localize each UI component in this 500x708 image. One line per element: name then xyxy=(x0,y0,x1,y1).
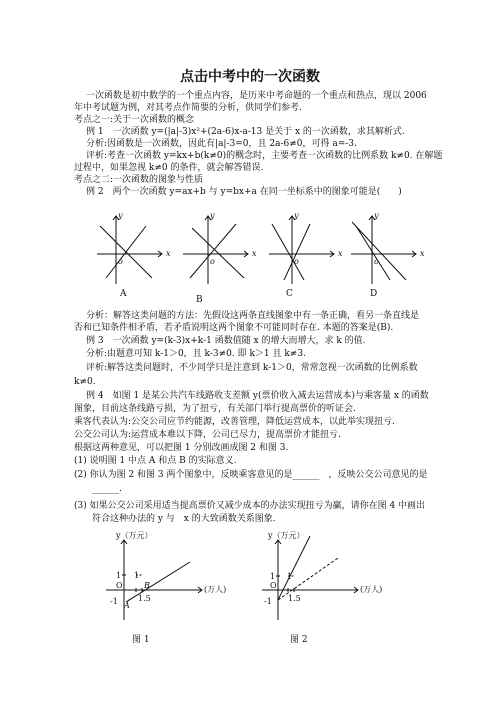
tick-one-x: 1 xyxy=(287,572,293,581)
y-axis-label: y（万元） xyxy=(116,531,153,540)
point-a-label: A xyxy=(124,601,130,610)
text-line: 评析:考查一次函数 y=kx+b(k≠0)的概念时，主要考查一次函数的比例系数 k≠0. 在解题 xyxy=(86,151,443,161)
text-line: 符合这种办法的 y 与 x 的大致函数关系图象. xyxy=(92,514,276,524)
point-b-label: B xyxy=(144,581,150,590)
example-2: 例 2 两个一次函数 y=ax+b 与 y=bx+a 在同一坐标系中的图象可能是( ) xyxy=(86,187,402,197)
graph-option-d xyxy=(346,212,426,287)
x-axis-label: (万人) xyxy=(204,585,227,594)
text-line: 评析:解答这类问题时，不少同学只是注意到 k-1＞0，常常忽视一次函数的比例系数 xyxy=(86,363,418,373)
x-axis-label: x xyxy=(420,249,425,258)
text-line: 分析:由题意可知 k-1＞0，且 k-3≠0. 即 k＞1 且 k≠3. xyxy=(86,349,306,359)
origin-label: o xyxy=(294,257,299,266)
option-label-a: A xyxy=(120,289,127,299)
figure-2 xyxy=(258,528,388,628)
text-line: 年中考试题为例，对其考点作简要的分析，供同学们参考. xyxy=(74,103,302,113)
text-line: 分析：解答这类问题的方法：先假设这两条直线图象中有一条正确，看另一条直线是 xyxy=(86,311,420,321)
text-line: 否和已知条件相矛盾，若矛盾说明这两个图象不可能同时存在. 本题的答案是(B). xyxy=(74,323,394,333)
tick-one-y: 1 xyxy=(116,571,122,580)
section-heading: 考点之一:关于一次函数的概念 xyxy=(74,115,195,125)
y-axis-label: y xyxy=(374,211,379,220)
example-4: 例 4 如图 1 是某公共汽车线路收支差额 y(票价收入减去运营成本)与乘客量 x 的函数 xyxy=(86,391,429,401)
option-label-c: C xyxy=(286,289,293,299)
figure-2-caption: 图 2 xyxy=(290,635,308,645)
graph-option-b xyxy=(178,212,258,287)
tick-neg-one: -1 xyxy=(110,597,118,606)
text-line: 乘客代表认为:公交公司应节约能源，改善管理，降低运营成本，以此举实现扭亏. xyxy=(74,417,395,427)
y-axis-label: y（万元） xyxy=(268,531,305,540)
figure-1-caption: 图 1 xyxy=(132,635,150,645)
origin-label: o xyxy=(118,257,123,266)
tick-1-5: 1.5 xyxy=(138,594,151,603)
origin-label: O xyxy=(270,581,277,590)
y-axis-label: y xyxy=(118,211,123,220)
x-axis-label: x xyxy=(338,249,343,258)
text-line: 过程中，如果忽视 k≠0 的条件，就会解答错误. xyxy=(74,163,264,173)
example-1: 例 1 一次函数 y=(|a|-3)x²+(2a-6)x-a-13 是关于 x 的一次函数，求其解析式. xyxy=(86,127,405,137)
origin-label: O xyxy=(116,581,123,590)
graph-option-c xyxy=(264,212,344,287)
example-3: 例 3 一次函数 y=(k-3)x+k-1 函数值随 x 的增大而增大，求 k 的值. xyxy=(86,336,366,346)
tick-one-x: 1 xyxy=(134,571,140,580)
text-line: k≠0. xyxy=(74,377,96,387)
origin-label: o xyxy=(210,257,215,266)
text-line: 根据这两种意见，可以把图 1 分别改画成图 2 和图 3. xyxy=(74,443,289,453)
option-label-b: B xyxy=(196,295,203,305)
question-1: (1) 说明图 1 中点 A 和点 B 的实际意义. xyxy=(74,456,237,466)
question-3: (3) 如果公交公司采用适当提高票价又减少成本的办法实现扭亏为赢，请你在图 4 中画出 xyxy=(74,501,426,511)
question-2: (2) 你认为图 2 和图 3 两个图象中，反映乘客意见的是______ ，反映公交公司意见的是 xyxy=(74,470,428,480)
text-line: 图象，目前这条线路亏损，为了扭亏，有关部门举行提高票价的听证会. xyxy=(74,404,356,414)
tick-neg-one: -1 xyxy=(264,597,272,606)
x-axis-label: x xyxy=(166,249,171,258)
graph-option-a xyxy=(92,212,172,287)
x-axis-label: x xyxy=(252,249,257,258)
y-axis-label: y xyxy=(210,211,215,220)
text-line: 一次函数是初中数学的一个重点内容，是历来中考命题的一个重点和热点，现以 2006 xyxy=(86,91,427,101)
text-line: 公交公司认为:运营成本难以下降，公司已尽力，提高票价才能扭亏. xyxy=(74,430,341,440)
figure-1 xyxy=(100,528,230,628)
answer-blank: ______. xyxy=(92,484,122,494)
x-axis-label: (万人) xyxy=(360,585,383,594)
y-axis-label: y xyxy=(294,211,299,220)
tick-one-y: 1 xyxy=(270,572,276,581)
tick-1-5: 1.5 xyxy=(288,594,301,603)
origin-label: o xyxy=(374,257,379,266)
option-label-d: D xyxy=(370,289,378,299)
text-line: 分析:因函数是一次函数，因此有|a|-3=0，且 2a-6≠0，可得 a=-3. xyxy=(86,139,357,149)
section-heading: 考点之二:一次函数的图象与性质 xyxy=(74,175,204,185)
page-title: 点击中考中的一次函数 xyxy=(180,69,320,85)
